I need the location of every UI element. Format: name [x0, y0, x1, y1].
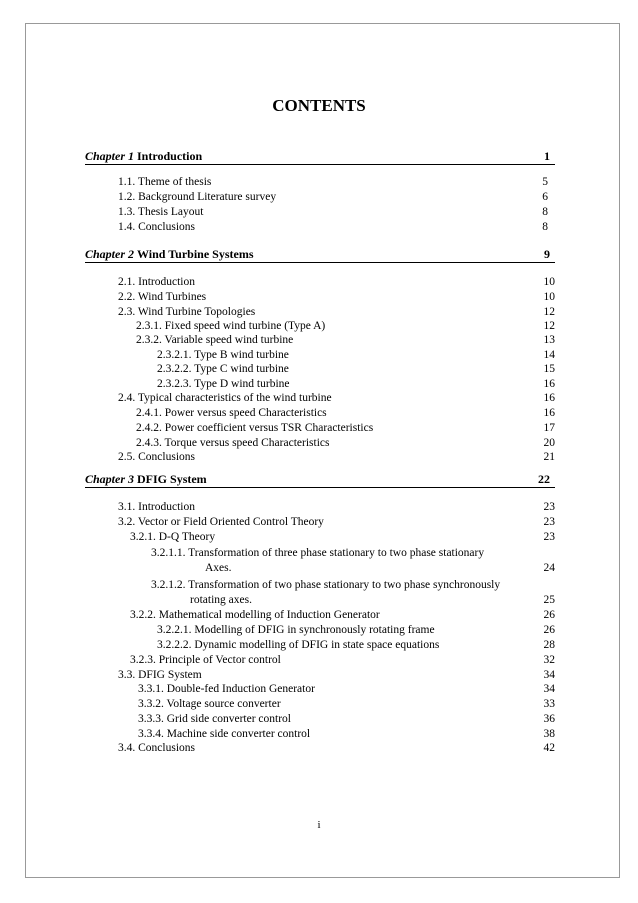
toc-page: 12 [543, 306, 555, 318]
page-number: i [317, 819, 321, 831]
toc-page: 20 [543, 437, 555, 449]
toc-entry: 1.3. Thesis Layout [118, 206, 204, 218]
page-title: CONTENTS [272, 96, 366, 115]
toc-page: 32 [543, 654, 555, 666]
toc-entry: 2.3. Wind Turbine Topologies [118, 306, 256, 318]
toc-page: 14 [543, 349, 555, 361]
chapter-heading [85, 247, 555, 263]
chapter-heading [85, 149, 555, 165]
chapter-label: Chapter 1 [85, 149, 138, 163]
toc-entry: 2.4.2. Power coefficient versus TSR Characteristics [136, 422, 374, 434]
chapter-page: 9 [544, 247, 550, 261]
toc-page: 28 [543, 639, 555, 651]
toc-page: 10 [543, 276, 555, 288]
toc-entry: rotating axes. [190, 594, 252, 606]
toc-page: 6 [542, 191, 548, 203]
toc-entry: 2.2. Wind Turbines [118, 291, 207, 303]
toc-page: 23 [543, 516, 555, 528]
toc-page: 8 [542, 221, 548, 233]
toc-page: 34 [543, 683, 555, 695]
toc-entry: 2.4. Typical characteristics of the wind turbine [118, 392, 332, 404]
toc-page: 34 [543, 669, 555, 681]
toc-entry: 2.3.2.3. Type D wind turbine [157, 378, 290, 390]
chapter-page: 22 [538, 472, 550, 486]
chapter-name: Wind Turbine Systems [137, 247, 254, 261]
toc-entry: Axes. [205, 562, 232, 574]
toc-entry: 3.2.1.2. Transformation of two phase stationary to two phase synchronously [151, 579, 501, 591]
toc-entry: 2.3.2.1. Type B wind turbine [157, 349, 289, 361]
toc-entry: 3.2.3. Principle of Vector control [130, 654, 281, 666]
toc-entry: 3.2.2.2. Dynamic modelling of DFIG in state space equations [157, 639, 440, 651]
toc-page: 21 [543, 451, 555, 463]
toc-entry: 3.1. Introduction [118, 501, 195, 513]
chapter-page: 1 [544, 149, 550, 163]
toc-page: 8 [542, 206, 548, 218]
toc-page: 16 [543, 392, 555, 404]
toc-entry: 3.3.3. Grid side converter control [138, 713, 291, 725]
toc-page: 10 [543, 291, 555, 303]
toc-entry: 1.1. Theme of thesis [118, 176, 212, 188]
toc-entry: 3.2.2. Mathematical modelling of Induction Generator [130, 609, 380, 621]
toc-page: 38 [543, 728, 555, 740]
toc-page: 12 [543, 320, 555, 332]
toc-entry: 3.2.2.1. Modelling of DFIG in synchronously rotating frame [157, 624, 435, 636]
toc-page: 25 [543, 594, 555, 606]
toc-entry: 3.3.2. Voltage source converter [138, 698, 281, 710]
toc-page: 5 [542, 176, 548, 188]
toc-entry: 3.2.1.1. Transformation of three phase stationary to two phase stationary [151, 547, 485, 559]
toc-page: 36 [543, 713, 555, 725]
toc-entry: 2.5. Conclusions [118, 451, 195, 463]
chapter-heading [85, 472, 555, 488]
toc-page: 15 [543, 363, 555, 375]
chapter-name: DFIG System [137, 472, 207, 486]
toc-page: 23 [543, 501, 555, 513]
toc-entry: 3.4. Conclusions [118, 742, 195, 754]
toc-entry: 1.2. Background Literature survey [118, 191, 277, 203]
toc-entry: 3.3. DFIG System [118, 669, 202, 681]
toc-entry: 2.3.2.2. Type C wind turbine [157, 363, 289, 375]
toc-page: 23 [543, 531, 555, 543]
toc-page: 42 [543, 742, 555, 754]
chapter-name: Introduction [137, 149, 203, 163]
toc-entry: 3.3.4. Machine side converter control [138, 728, 311, 740]
toc-entry: 2.1. Introduction [118, 276, 195, 288]
toc-page: 16 [543, 407, 555, 419]
toc-page: 26 [543, 609, 555, 621]
toc-entry: 2.4.1. Power versus speed Characteristics [136, 407, 327, 419]
toc-page: 17 [543, 422, 555, 434]
toc-entry: 3.2.1. D-Q Theory [130, 531, 216, 543]
toc-entry: 3.2. Vector or Field Oriented Control Theory [118, 516, 324, 528]
toc-entry: 1.4. Conclusions [118, 221, 195, 233]
chapter-label: Chapter 3 [85, 472, 138, 486]
toc-page: 26 [543, 624, 555, 636]
toc-page: 33 [543, 698, 555, 710]
toc-entry: 2.3.1. Fixed speed wind turbine (Type A) [136, 320, 326, 332]
chapter-label: Chapter 2 [85, 247, 138, 261]
toc-page: 13 [543, 334, 555, 346]
toc-page: 24 [543, 562, 555, 574]
toc-entry: 2.4.3. Torque versus speed Characteristics [136, 437, 330, 449]
toc-entry: 3.3.1. Double-fed Induction Generator [138, 683, 315, 695]
toc-page: 16 [543, 378, 555, 390]
toc-entry: 2.3.2. Variable speed wind turbine [136, 334, 294, 346]
